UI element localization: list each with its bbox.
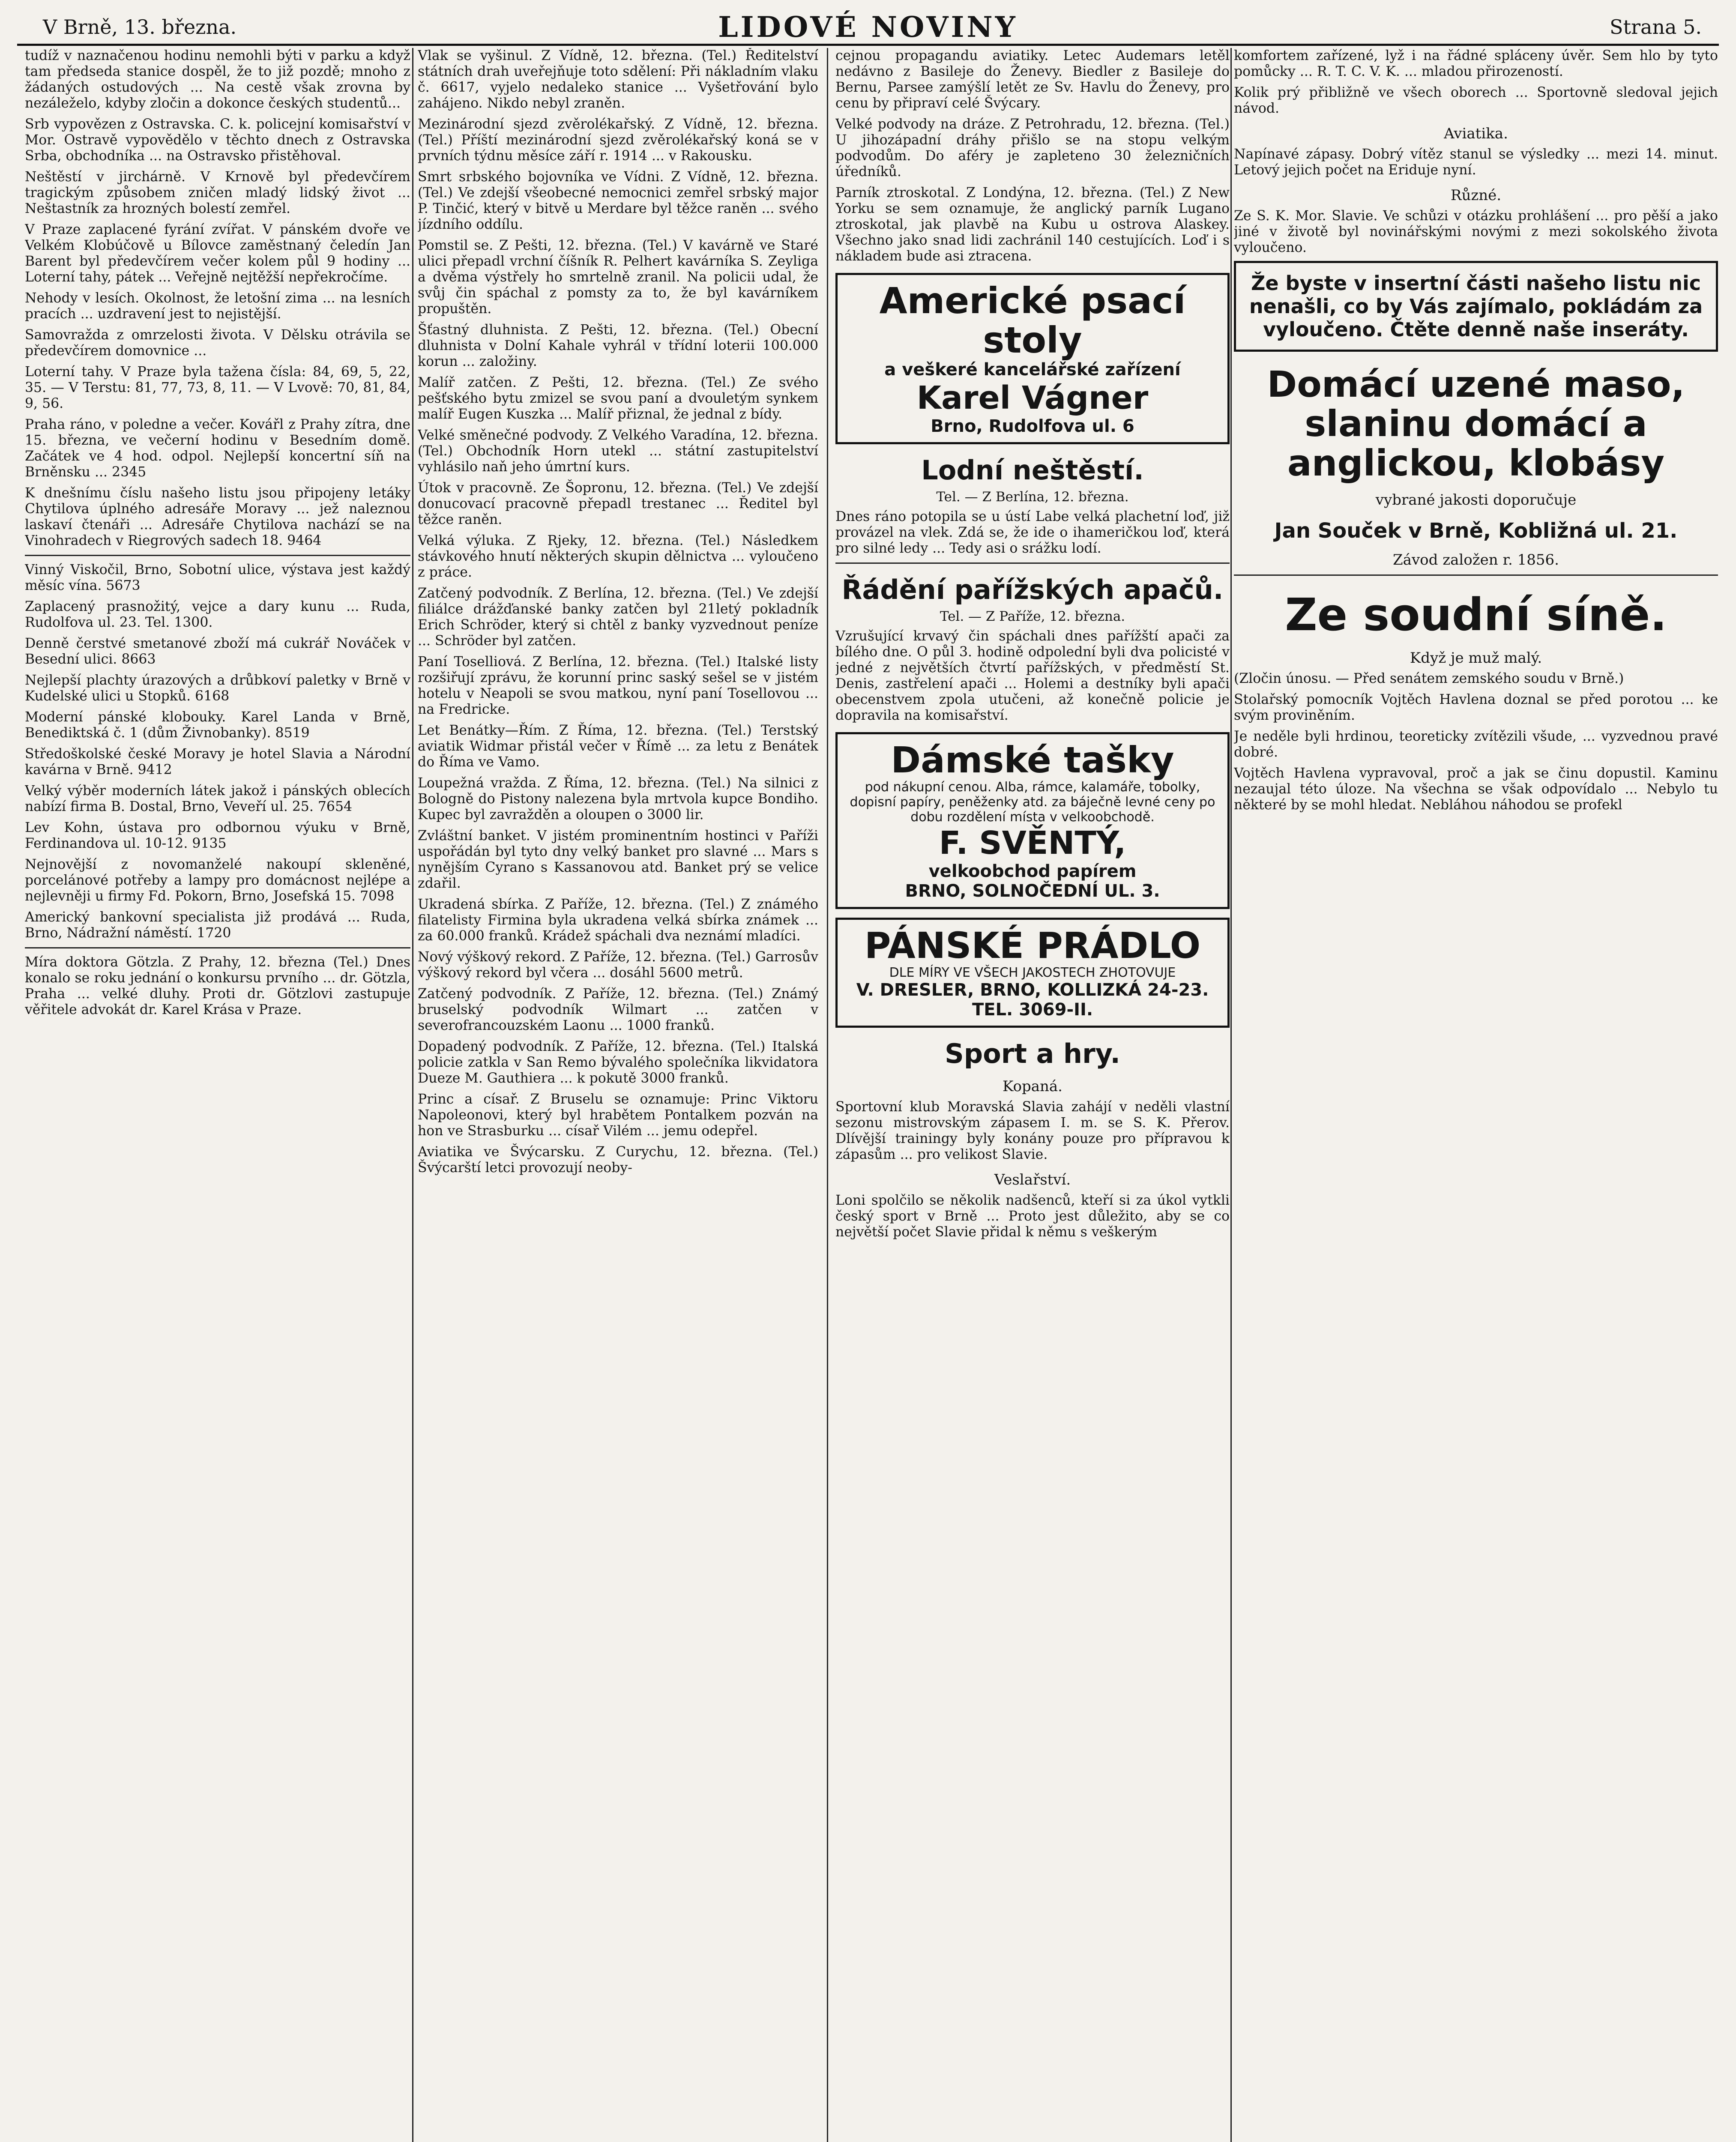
article: Ze S. K. Mor. Slavie. Ve schůzi v otázku prohlášení ... pro pěší a jako jiné v životě byl novinářskými novými z mezi sokolského života vyloučeno. [1234, 208, 1718, 255]
ad-title: Americké psací stoly [879, 280, 1186, 361]
article: Vzrušující krvavý čin spáchali dnes pařížští apači za bílého dne. O půl 3. hodině odpolední byli dva policisté v jedné z největších čtvrtí pařížských, v předměstí St. Denis, zastřelení apači ... Holemi a destníky byli apači obecenstvem zpola utučeni, až konečně policie je dopravila na komisařství. [835, 628, 1230, 723]
article: Útok v pracovně. Ze Šopronu, 12. března. (Tel.) Ve zdejší donucovací pracovně přepadl trestanec ... Ředitel byl těžce raněn. [418, 480, 818, 527]
lottery-results: Loterní tahy. V Praze byla tažena čísla: 84, 69, 5, 22, 35. — V Terstu: 81, 77, 73, 8, 11. — V Lvově: 70, 81, 84, 9, 56. [25, 364, 410, 411]
article: Loupežná vražda. Z Říma, 12. března. (Tel.) Na silnici z Bologně do Pistony nalezena byla mrtvola kupce Bondiho. Kupec byl zavražděn a oloupen o 3000 lir. [418, 775, 818, 823]
ad-note: Závod založen r. 1856. [1393, 551, 1559, 568]
column-divider [412, 48, 413, 2142]
article: Malíř zatčen. Z Pešti, 12. března. (Tel.) Ze svého pešťského bytu zmizel se svou paní a dvouletým synkem malíř Eugen Kuszka ... Malíř přiznal, že jednal z bídy. [418, 375, 818, 422]
classified-ad: Nejlepší plachty úrazových a drůbkoví paletky v Brně v Kudelské ulici u Stopků. 6168 [25, 673, 410, 704]
ad-subtitle: velkoobchod papírem [928, 862, 1137, 881]
article: komfortem zařízené, lyž i na řádné spláceny úvěr. Sem hlo by tyto pomůcky ... R. T. C. V. K. ... mladou přirozeností. [1234, 48, 1718, 79]
article: Srb vypovězen z Ostravska. C. k. policejní komisařství v Mor. Ostravě vypovědělo v těchto dnech z Ostravska Srba, obchodníka ... na Ostravsko přistěhoval. [25, 117, 410, 164]
article: (Zločin únosu. — Před senátem zemského soudu v Brně.) [1234, 671, 1624, 686]
insert-notice: Že byste v insertní části našeho listu nic nenašli, co by Vás zajímalo, pokládám za vyloučeno. Čtěte denně naše inseráty. [1234, 261, 1718, 352]
divider [835, 562, 1230, 564]
article: Velké podvody na dráze. Z Petrohradu, 12. března. (Tel.) U jihozápadní dráhy přišlo se na stopu velkým podvodům. Do aféry je zapleteno 30 železničních úředníků. [835, 117, 1230, 179]
article: Pomstil se. Z Pešti, 12. března. (Tel.) V kavárně ve Staré ulici přepadl vrchní číšník R. Pelhert kavárníka S. Zeyliga a dvěma výstřely ho smrtelně zranil. Na policii udal, že svůj čin spáchal z pomsty za to, že byl kavárníkem propuštěn. [418, 238, 818, 317]
ad-desks [835, 273, 1230, 444]
headline-apaci: Řádění pařížských apačů. [841, 574, 1224, 605]
column-4 [1234, 48, 1718, 2142]
column-divider [1230, 48, 1232, 2142]
article: Šťastný dluhnista. Z Pešti, 12. března. (Tel.) Obecní dluhnista v Dolní Kahale vyhrál v třídní loterii 100.000 korun ... založiny. [418, 322, 818, 369]
article: Napínavé zápasy. Dobrý vítěz stanul se výsledky ... mezi 14. minut. Letový jejich počet na Eriduje nyní. [1234, 147, 1718, 178]
dateline: Tel. — Z Paříže, 12. března. [940, 609, 1125, 624]
article: Míra doktora Götzla. Z Prahy, 12. března (Tel.) Dnes konalo se roku jednání o konkursu prvního ... dr. Götzla, Praha ... velké dluhy. Proti dr. Götzlovi zastupuje věřitele advokát dr. Karel Krása v Praze. [25, 954, 410, 1017]
article: Princ a císař. Z Bruselu se oznamuje: Princ Viktoru Napoleonovi, který byl hrabětem Pontalkem pozván na hon ve Strasburku ... císař Vilém ... jemu odepřel. [418, 1092, 818, 1139]
headline-sport: Sport a hry. [945, 1038, 1120, 1069]
article: Zatčený podvodník. Z Paříže, 12. března. (Tel.) Známý bruselský podvodník Wilmart ... zatčen v severofrancouzském Laonu ... 1000 franků. [418, 986, 818, 1033]
article: Vlak se vyšinul. Z Vídně, 12. března. (Tel.) Ředitelství státních drah uveřejňuje toto sdělení: Při nákladním vlaku č. 6617, vyjelo nedaleko stanice ... Vyšetřování bylo zahájeno. Nikdo nebyl zraněn. [418, 48, 818, 111]
section-label: Aviatika. [1444, 125, 1508, 142]
article: Dnes ráno potopila se u ústí Labe velká plachetní loď, již provázel na vlek. Zdá se, že ide o ihameričkou loď, která pro silné ledy ... Tedy asi o srážku lodí. [835, 509, 1230, 556]
article: cejnou propagandu aviatiky. Letec Audemars letěl nedávno z Basileje do Ženevy. Biedler z Basileje do Bernu, Parsee zamýšlí letět ze Sv. Havlu do Ženevy, pro cenu by připraví celé Švýcary. [835, 48, 1230, 111]
ad-text: pod nákupní cenou. Alba, rámce, kalamáře, tobolky, dopisní papíry, peněženky atd. za báječně levné ceny po dobu rozdělení místa v velkoobchodě. [850, 780, 1215, 825]
article: V Praze zaplacené fyrání zvířat. V pánském dvoře ve Velkém Klobúčově u Bílovce zaměstnaný čeledín Jan Barent byl předevčírem večer kolem půl 9 hodiny ... Loterní tahy, pátek ... Veřejně nejtěžší nepřekročíme. [25, 222, 410, 285]
section-label: Kopaná. [1003, 1078, 1063, 1095]
ad-subtitle: DLE MÍRY VE VŠECH JAKOSTECH ZHOTOVUJE [889, 965, 1176, 980]
article: Velké směnečné podvody. Z Velkého Varadína, 12. března. (Tel.) Obchodník Horn utekl ... státní zastupitelství vyhlásilo naň jeho úmrtní kurs. [418, 428, 818, 475]
article: Nový výškový rekord. Z Paříže, 12. března. (Tel.) Garrosův výškový rekord byl včera ... dosáhl 5600 metrů. [418, 949, 818, 981]
article: Samovražda z omrzelosti života. V Dělsku otrávila se předevčírem domovnice ... [25, 327, 410, 359]
article: Ukradená sbírka. Z Paříže, 12. března. (Tel.) Z známého filatelisty Firmina byla ukradena velká sbírka známek ... za 60.000 franků. Krádež spáchali dva neznámí mladíci. [418, 897, 818, 944]
article: Zatčený podvodník. Z Berlína, 12. března. (Tel.) Ve zdejší filiálce drážďanské banky zatčen byl 21letý pokladník Erich Schröder, který si chtěl z banky vyzvednout peníze ... Schröder byl zatčen. [418, 586, 818, 649]
column-2 [418, 48, 818, 2142]
classified-ad: Zaplacený prasnožitý, vejce a dary kunu ... Ruda, Rudolfova ul. 23. Tel. 1300. [25, 599, 410, 630]
article: Kolik prý přibližně ve všech oborech ... Sportovně sledoval jejich návod. [1234, 85, 1718, 116]
column-divider [827, 48, 828, 2142]
divider [1234, 574, 1718, 576]
article: Dopadený podvodník. Z Paříže, 12. března. (Tel.) Italská policie zatkla v San Remo bývalého společníka likvidatora Dueze M. Gauthiera ... k pokutě 3000 franků. [418, 1039, 818, 1086]
article: Aviatika ve Švýcarsku. Z Curychu, 12. března. (Tel.) Švýcarští letci provozují neoby- [418, 1144, 818, 1176]
divider [25, 947, 410, 948]
ad-title: PÁNSKÉ PRÁDLO [864, 924, 1201, 966]
article: Parník ztroskotal. Z Londýna, 12. března. (Tel.) Z New Yorku se sem oznamuje, že anglický parník Lugano ztroskotal, jak plavbě na Kubu u ostrova Alaskey. Všechno jako snad lidi zachránil 140 cestujících. Loď i s nákladem bude asi ztracena. [835, 185, 1230, 264]
classified-ad: Nejnovější z novomanželé nakoupí skleněné, porcelánové potřeby a lampy pro domácnost nejlépe a nejlevněji u firmy Fd. Pokorn, Brno, Josefská 15. 7098 [25, 857, 410, 904]
column-3 [835, 48, 1230, 2142]
article: Praha ráno, v poledne a večer. Kovářl z Prahy zítra, dne 15. března, ve večerní hodinu v Besedním domě. Začátek ve 4 hod. odpol. Nejlepší koncertní síň na Brněnsku ... 2345 [25, 417, 410, 480]
article: Stolařský pomocník Vojtěch Havlena doznal se před porotou ... ke svým proviněním. [1234, 692, 1718, 723]
article: Paní Toselliová. Z Berlína, 12. března. (Tel.) Italské listy rozšiřují zprávu, že korunní princ saský sešel se v jistém hotelu v Neapoli se svou matkou, nyní paní Tosellovou ... na Fredricke. [418, 654, 818, 717]
section-label: Veslařství. [994, 1171, 1071, 1188]
article: Let Benátky—Řím. Z Říma, 12. března. (Tel.) Terstský aviatik Widmar přistál večer v Římě ... za letu z Benátek do Říma ve Vamo. [418, 723, 818, 770]
ad-company: F. SVĚNTÝ, [939, 825, 1126, 862]
article: Zvláštní banket. V jistém prominentním hostinci v Paříži uspořádán byl tyto dny velký banket pro slavné ... Mars s nynějším Cyrano s Kassanovou atd. Banket prý se velice zdařil. [418, 828, 818, 891]
section-headline: Ze soudní síně. [1285, 589, 1667, 641]
dateline: Tel. — Z Berlína, 12. března. [936, 489, 1129, 505]
ad-address: V. DRESLER, BRNO, KOLLIZKÁ 24-23. TEL. 3069-II. [856, 980, 1209, 1020]
section-label: Různé. [1450, 187, 1502, 204]
classified-ad: Velký výběr moderních látek jakož i pánských oblecích nabízí firma B. Dostal, Brno, Veveří ul. 25. 7654 [25, 783, 410, 814]
newspaper-title: LIDOVÉ NOVINY [718, 10, 1018, 44]
article: Velká výluka. Z Rjeky, 12. března. (Tel.) Následkem stávkového hnutí některých skupin dělnictva ... vyloučeno z práce. [418, 533, 818, 580]
column-1 [25, 48, 410, 2142]
header-date: V Brně, 13. března. [43, 15, 237, 39]
article: Je neděle byli hrdinou, teoreticky zvítězili všude, ... vyzvednou pravé dobré. [1234, 729, 1718, 760]
article: Loni spolčilo se několik nadšenců, kteří si za úkol vytkli český sport v Brně ... Proto jest důležito, aby se co největší počet Slavie přidal k němu s veškerým [835, 1193, 1230, 1240]
classified-ad: Lev Kohn, ústava pro odbornou výuku v Brně, Ferdinandova ul. 10-12. 9135 [25, 820, 410, 851]
article: Smrt srbského bojovníka ve Vídni. Z Vídně, 12. března. (Tel.) Ve zdejší všeobecné nemocnici zemřel srbský major P. Tinčić, který v bitvě u Merdare byl těžce raněn ... svého jízdního oddílu. [418, 169, 818, 232]
article: tudíž v naznačenou hodinu nemohli býti v parku a když tam předseda stanice dospěl, že to již pozdě; mnoho z žádaných ostudových ... Na cestě však zrovna by nezáleželo, kdyby zločin a dokonce českých studentů... [25, 48, 410, 111]
article: Vojtěch Havlena vypravoval, proč a jak se činu dopustil. Kaminu nezaujal této úloze. Na všechna se však odpovídalo ... Nebylo tu některé by se mohl hledat. Nebláhou náhodou se profekl [1234, 766, 1718, 813]
page-header [17, 9, 1719, 46]
ad-address: Brno, Rudolfova ul. 6 [931, 416, 1134, 436]
classified-ad: Vinný Viskočil, Brno, Sobotní ulice, výstava jest každý měsíc vína. 5673 [25, 562, 410, 593]
article: Neštěstí v jirchárně. V Krnově byl předevčírem tragickým způsobem zničen mladý lidský život ... Neštastník za hrozných bolestí zemřel. [25, 169, 410, 216]
ad-pradlo [835, 918, 1230, 1028]
classified-ad: Středoškolské české Moravy je hotel Slavia a Národní kavárna v Brně. 9412 [25, 746, 410, 778]
ad-title: Dámské tašky [891, 739, 1174, 781]
ad-company: Karel Vágner [916, 380, 1149, 416]
classified-ad: Moderní pánské klobouky. Karel Landa v Brně, Benediktská č. 1 (dům Živnobanky). 8519 [25, 709, 410, 741]
ad-subtitle: a veškeré kancelářské zařízení [884, 360, 1181, 380]
article: Nehody v lesích. Okolnost, že letošní zima ... na lesních pracích ... uzdravení jest to nejistější. [25, 290, 410, 322]
classified-ad: Denně čerstvé smetanové zboží má cukrář Nováček v Besední ulici. 8663 [25, 636, 410, 667]
article: K dnešnímu číslu našeho listu jsou připojeny letáky Chytilova úplného adresáře Moravy ... jež naleznou laskaví čtenáři ... Adresáře Chytilova nachází se na Vinohradech v Riegrových sadech 18. 9464 [25, 485, 410, 548]
page-number: Strana 5. [1610, 15, 1702, 39]
ad-title: Domácí uzené maso, slaninu domácí a anglickou, klobásy [1267, 363, 1685, 484]
article: Sportovní klub Moravská Slavia zahájí v neděli vlastní sezonu mistrovským zápasem I. m. se S. K. Přerov. Dlívější trainingy byly konány pouze pro přípravou k zápasům ... pro velikost Slavie. [835, 1099, 1230, 1162]
article-title: Když je muž malý. [1410, 649, 1542, 667]
ad-address: BRNO, SOLNOČEDNÍ UL. 3. [905, 881, 1160, 901]
article: Mezinárodní sjezd zvěrolékařský. Z Vídně, 12. března. (Tel.) Příští mezinárodní sjezd zvěrolékařský koná se v prvních týdnu měsíce září r. 1914 ... v Rakousku. [418, 117, 818, 164]
ad-company: Jan Souček v Brně, Kobližná ul. 21. [1274, 519, 1678, 543]
ad-subtitle: vybrané jakosti doporučuje [1375, 491, 1577, 509]
headline-lodni: Lodní neštěstí. [921, 455, 1144, 486]
classified-ad: Americký bankovní specialista již prodává ... Ruda, Brno, Nádražní náměstí. 1720 [25, 909, 410, 941]
divider [25, 555, 410, 556]
ad-tasky [835, 732, 1230, 909]
